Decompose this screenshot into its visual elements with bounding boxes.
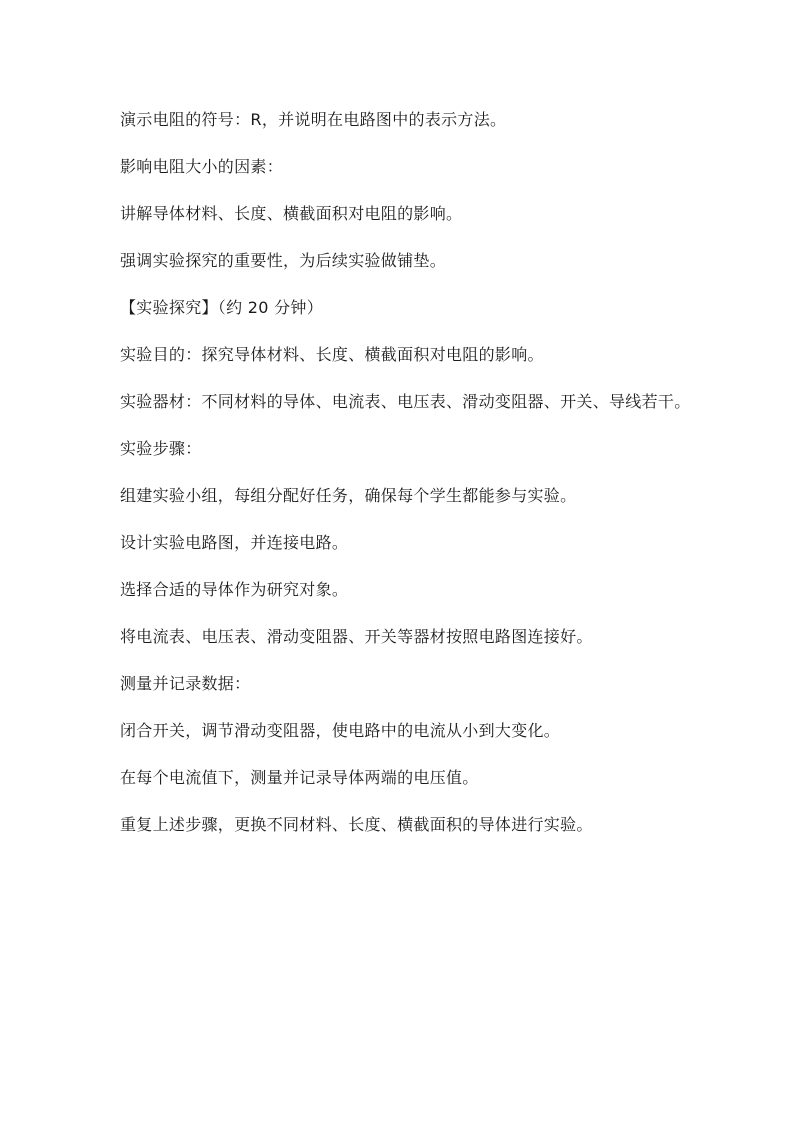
paragraph: 演示电阻的符号：R，并说明在电路图中的表示方法。: [120, 110, 507, 129]
paragraph: 设计实验电路图，并连接电路。: [120, 532, 349, 552]
paragraph: 实验步骤：: [120, 438, 202, 458]
paragraph: 组建实验小组，每组分配好任务，确保每个学生都能参与实验。: [120, 485, 577, 505]
paragraph: 测量并记录数据：: [120, 673, 251, 693]
paragraph: 将电流表、电压表、滑动变阻器、开关等器材按照电路图连接好。: [120, 626, 593, 646]
paragraph: 影响电阻大小的因素：: [120, 156, 284, 176]
paragraph: 闭合开关，调节滑动变阻器，使电路中的电流从小到大变化。: [120, 720, 561, 740]
paragraph: 强调实验探究的重要性，为后续实验做铺垫。: [120, 250, 447, 270]
paragraph: 实验目的：探究导体材料、长度、横截面积对电阻的影响。: [120, 344, 544, 364]
paragraph: 重复上述步骤，更换不同材料、长度、横截面积的导体进行实验。: [120, 814, 593, 834]
paragraph: 实验器材：不同材料的导体、电流表、电压表、滑动变阻器、开关、导线若干。: [120, 391, 691, 411]
document-body: [120, 104, 720, 840]
paragraph: 选择合适的导体作为研究对象。: [120, 579, 349, 599]
paragraph: 在每个电流值下，测量并记录导体两端的电压值。: [120, 767, 479, 787]
section-heading: 【实验探究】（约 20 分钟）: [120, 297, 324, 317]
paragraph: 讲解导体材料、长度、横截面积对电阻的影响。: [120, 203, 463, 223]
